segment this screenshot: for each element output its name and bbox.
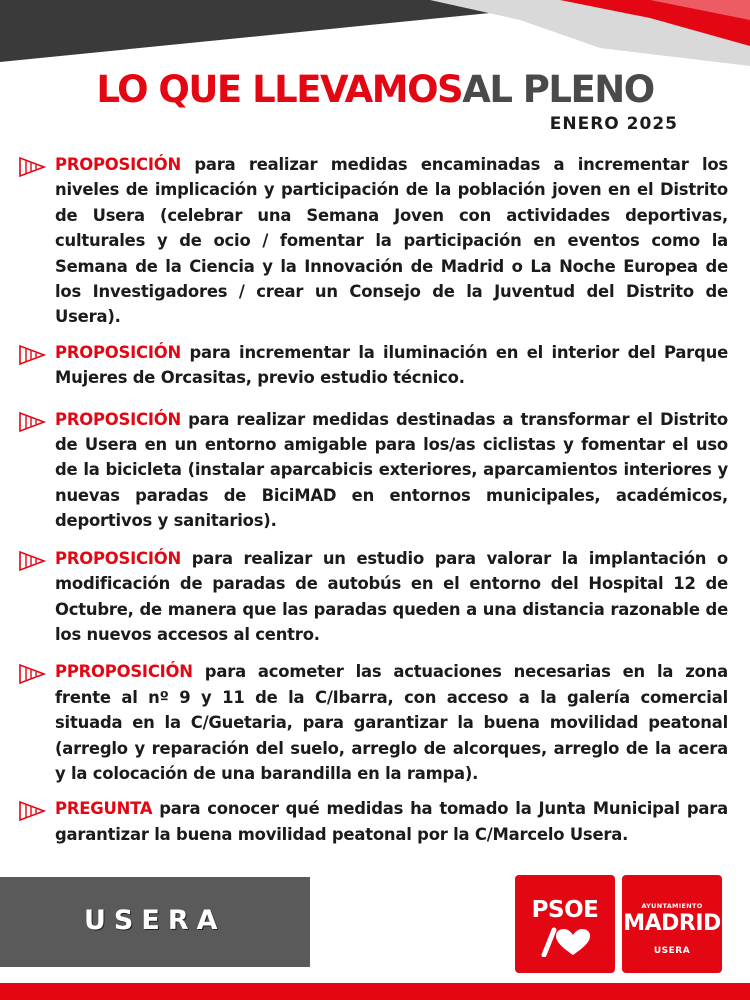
top-decorative-banner <box>0 0 750 70</box>
proposals-list <box>0 152 750 847</box>
item-body: para realizar medidas destinadas a transformar el Distrito de Usera en un entorno amigable para los/as ciclistas y fomentar el uso de la bicicleta (instalar aparcabicis exteriores, aparcamientos interiores y nuevas paradas de BiciMAD en entornos municipales, académicos, deportivos y sanitarios). <box>55 409 728 531</box>
item-body: para realizar medidas encaminadas a incrementar los niveles de implicación y participación de la población joven en el Distrito de Usera (celebrar una Semana Joven con actividades deportivas, culturales y de ocio / fomentar la participación en eventos como la Semana de la Ciencia y la Innovación de Madrid o La Noche Europea de los Investigadores / crear un Consejo de la Juventud del Distrito de Usera). <box>55 155 728 327</box>
ayuntamiento-madrid-logo <box>622 875 722 973</box>
item-body: para realizar un estudio para valorar la implantación o modificación de paradas de autobús en el entorno del Hospital 12 de Octubre, de manera que las paradas queden a una distancia razonable de los nuevos accesos al centro. <box>55 548 728 644</box>
item-keyword: PROPOSICIÓN <box>55 155 181 174</box>
psoe-logo-text: PSOE <box>531 897 599 923</box>
item-body: para incrementar la iluminación en el interior del Parque Mujeres de Orcasitas, previo estudio técnico. <box>55 342 728 388</box>
item-text <box>55 340 728 391</box>
item-text <box>55 152 728 330</box>
list-item <box>0 152 750 330</box>
item-text <box>55 546 728 648</box>
red-arrow-bullet-icon <box>18 156 48 178</box>
list-item <box>0 659 750 786</box>
list-item <box>0 546 750 648</box>
red-arrow-bullet-icon <box>18 800 48 822</box>
item-keyword: PPROPOSICIÓN <box>55 662 193 682</box>
item-text <box>55 407 728 534</box>
item-keyword: PROPOSICIÓN <box>55 342 181 362</box>
madrid-logo-sub: USERA <box>653 946 691 956</box>
madrid-logo-main: MADRID <box>623 911 721 936</box>
bottom-red-bar <box>0 983 750 1000</box>
list-item <box>0 407 750 534</box>
item-keyword: PROPOSICIÓN <box>55 409 181 429</box>
psoe-logo <box>515 875 615 973</box>
item-keyword: PREGUNTA <box>55 799 153 819</box>
red-arrow-bullet-icon <box>18 663 48 685</box>
slash-heart-icon <box>540 927 590 957</box>
item-body: para conocer qué medidas ha tomado la Junta Municipal para garantizar la buena movilidad peatonal por la C/Marcelo Usera. <box>55 799 728 844</box>
title-gray-part: AL PLENO <box>462 68 654 111</box>
item-keyword: PROPOSICIÓN <box>55 548 181 568</box>
item-text <box>55 659 728 786</box>
date-label: ENERO 2025 <box>549 114 678 134</box>
list-item <box>0 796 750 847</box>
district-label: USERA <box>84 905 226 936</box>
list-item <box>0 340 750 391</box>
red-arrow-bullet-icon <box>18 550 48 572</box>
title-red-part: LO QUE LLEVAMOS <box>96 68 463 111</box>
madrid-logo-top: AYUNTAMIENTO <box>641 902 703 910</box>
item-body: para acometer las actuaciones necesarias en la zona frente al nº 9 y 11 de la C/Ibarra, con acceso a la galería comercial situada en la C/Guetaria, para garantizar la buena movilidad peatonal (arreglo y reparación del suelo, arreglo de alcorques, arreglo de la acera y la colocación de una barandilla en la rampa). <box>55 662 728 783</box>
item-text <box>55 796 728 847</box>
red-arrow-bullet-icon <box>18 411 48 433</box>
page-title <box>0 68 750 112</box>
red-arrow-bullet-icon <box>18 344 48 366</box>
